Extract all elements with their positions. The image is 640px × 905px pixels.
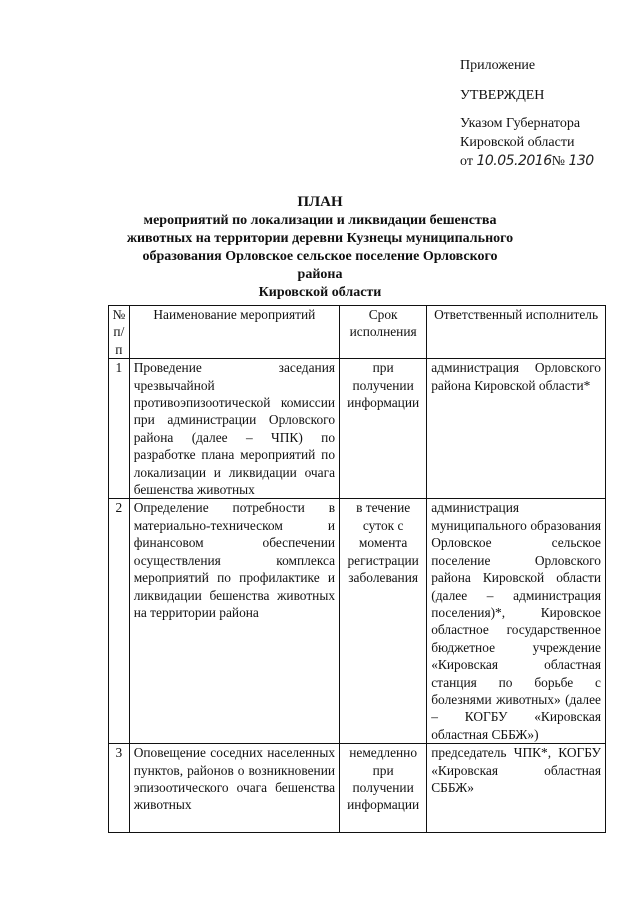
measures-table (108, 305, 606, 833)
plan-heading: ПЛАН (297, 194, 343, 210)
header-name: Наименование мероприятий (129, 306, 339, 359)
number-sign: № (551, 154, 565, 169)
row-deadline: немедленно при получении информации (340, 744, 427, 833)
table-row (109, 359, 606, 499)
handwritten-number: 130 (568, 153, 594, 169)
table-header-row (109, 306, 606, 359)
row-deadline: в течение суток с момента регистрации заболевания (340, 499, 427, 744)
row-num: 3 (109, 744, 130, 833)
document-title (120, 193, 520, 302)
decree-line-1: Указом Губернатора (460, 116, 581, 131)
title-line-4: Кировской области (258, 285, 382, 300)
decree-date-line (460, 152, 630, 171)
row-responsible: администрация муниципального образования Орловское сельское поселение Орловского района Кировской области (далее – администрация поселения)*, Кировское областное государственное бюджетное учреждение «Кировская областная станция по борьбе с болезнями животных» (далее – КОГБУ «Кировская областная СББЖ») (427, 499, 606, 744)
title-line-1: мероприятий по локализации и ликвидации бешенства (143, 213, 497, 228)
title-line-2: животных на территории деревни Кузнецы муниципального (126, 231, 514, 246)
header-num: № п/п (109, 306, 130, 359)
row-num: 2 (109, 499, 130, 744)
row-name: Определение потребности в материально-техническом и финансовом обеспечении осуществления комплекса мероприятий по профилактике и ликвидации бешенства животных на территории района (129, 499, 339, 744)
row-responsible: администрация Орловского района Кировской области* (427, 359, 606, 499)
table-row (109, 744, 606, 833)
table-row (109, 499, 606, 744)
appendix-label: Приложение (460, 58, 536, 73)
header-deadline: Срок исполнения (340, 306, 427, 359)
row-responsible: председатель ЧПК*, КОГБУ «Кировская областная СББЖ» (427, 744, 606, 833)
handwritten-date: 10.05.2016 (476, 153, 552, 169)
approved-label: УТВЕРЖДЕН (460, 88, 545, 103)
row-num: 1 (109, 359, 130, 499)
header-responsible: Ответственный исполнитель (427, 306, 606, 359)
decree-line-2: Кировской области (460, 135, 575, 150)
row-name: Оповещение соседних населенных пунктов, районов о возникновении эпизоотического очага бешенства животных (129, 744, 339, 833)
row-deadline: при получении информации (340, 359, 427, 499)
approval-block (460, 56, 630, 171)
date-prefix: от (460, 154, 473, 169)
row-name: Проведение заседания чрезвычайной противоэпизоотической комиссии при администрации Орловского района (далее – ЧПК) по разработке плана мероприятий по локализации и ликвидации очага бешенства животных (129, 359, 339, 499)
title-line-3: образования Орловское сельское поселение Орловского района (142, 249, 498, 282)
